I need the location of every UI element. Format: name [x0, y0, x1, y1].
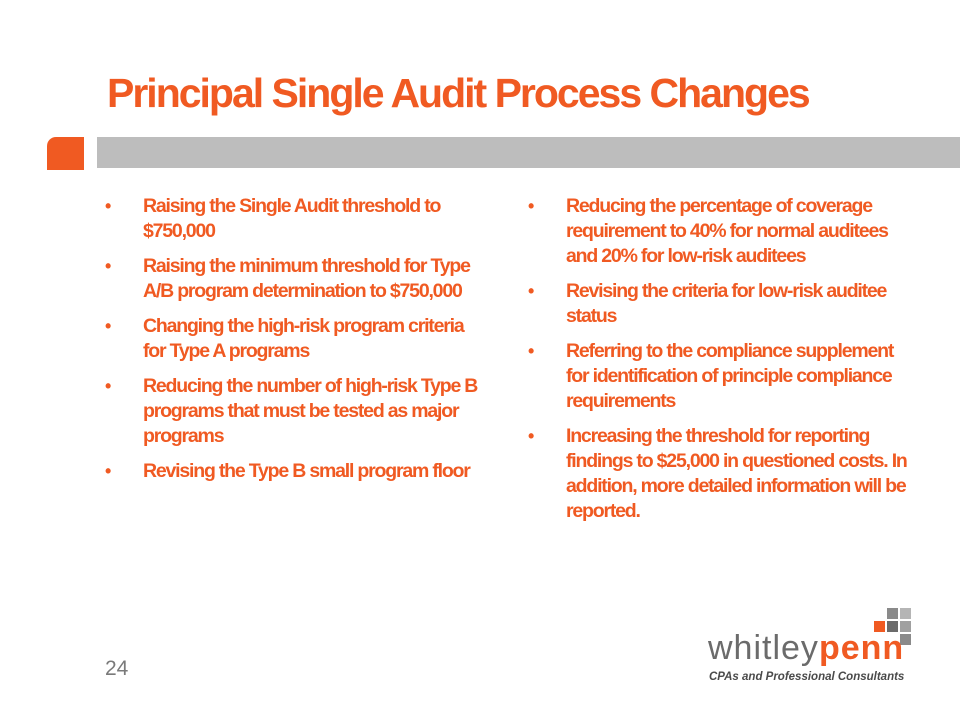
logo-tagline: CPAs and Professional Consultants: [709, 671, 905, 683]
list-item-text: Increasing the threshold for reporting findings to $25,000 in questioned costs. In addition, more detailed information will be reported.: [566, 425, 907, 522]
list-item: [105, 254, 483, 304]
accent-block: [47, 137, 84, 170]
list-item: [528, 339, 908, 414]
list-item-text: Raising the Single Audit threshold to $750,000: [143, 195, 441, 242]
list-item: [105, 194, 483, 244]
list-item: [105, 459, 483, 484]
bullet-icon: •: [105, 256, 112, 276]
bullet-icon: •: [105, 196, 112, 216]
divider-bar: [97, 137, 960, 168]
page-number: 24: [105, 657, 129, 680]
bullet-icon: •: [528, 426, 535, 446]
bullet-icon: •: [528, 341, 535, 361]
list-item-text: Changing the high-risk program criteria for Type A programs: [143, 315, 464, 362]
right-bullet-list: [528, 194, 908, 534]
list-item-text: Reducing the number of high-risk Type B programs that must be tested as major programs: [143, 375, 478, 447]
bullet-icon: •: [105, 461, 112, 481]
list-item-text: Reducing the percentage of coverage requirement to 40% for normal auditees and 20% for low-risk auditees: [566, 195, 888, 267]
bullet-icon: •: [105, 316, 112, 336]
list-item: [105, 314, 483, 364]
list-item: [105, 374, 483, 449]
company-logo: [708, 630, 904, 666]
list-item-text: Revising the Type B small program floor: [143, 460, 470, 482]
slide-title: Principal Single Audit Process Changes: [107, 70, 809, 116]
bullet-icon: •: [105, 376, 112, 396]
left-bullet-list: [105, 194, 483, 494]
logo-word-second: penn: [818, 629, 905, 667]
list-item: [528, 279, 908, 329]
list-item: [528, 424, 908, 524]
bullet-icon: •: [528, 281, 535, 301]
list-item: [528, 194, 908, 269]
list-item-text: Raising the minimum threshold for Type A/B program determination to $750,000: [143, 255, 470, 302]
list-item-text: Revising the criteria for low-risk auditee status: [566, 280, 887, 327]
logo-word-first: whitley: [708, 629, 819, 667]
bullet-icon: •: [528, 196, 535, 216]
list-item-text: Referring to the compliance supplement for identification of principle compliance requirements: [566, 340, 894, 412]
